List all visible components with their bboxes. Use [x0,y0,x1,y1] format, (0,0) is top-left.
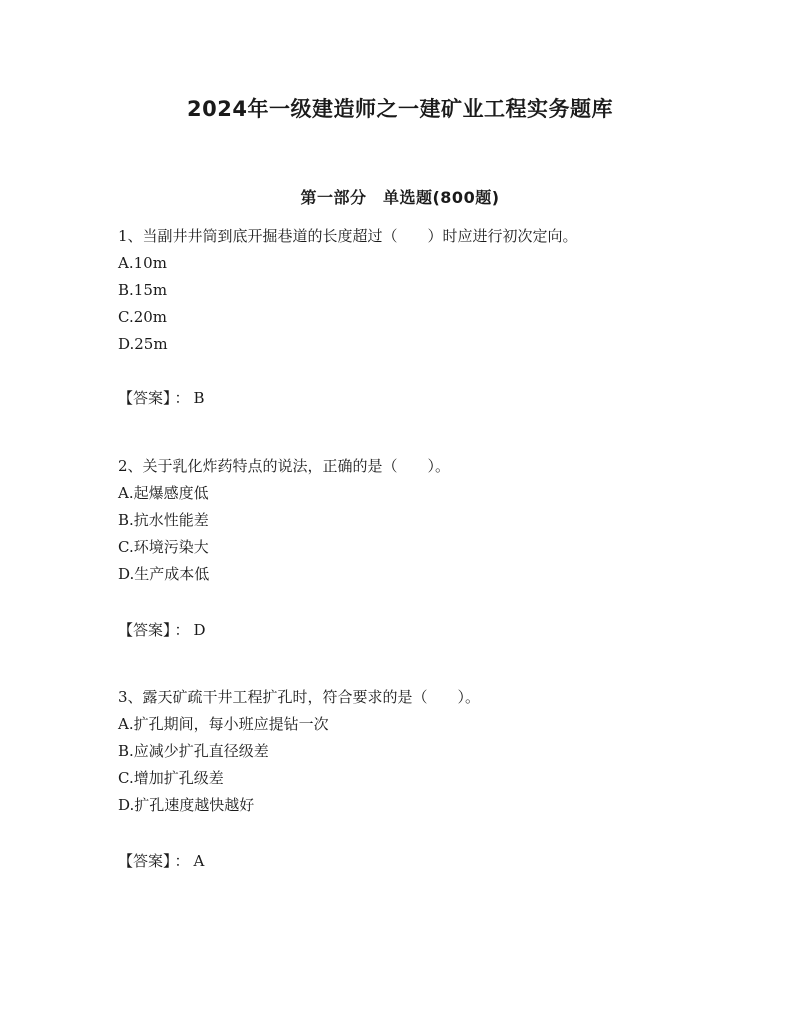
answer-value: A [193,852,205,870]
question-stem: 1、当副井井筒到底开掘巷道的长度超过（ ）时应进行初次定向。 [118,227,578,245]
option-c: C.20m [118,308,168,326]
option-b: B.15m [118,281,168,299]
answer-value: D [193,621,206,639]
answer-1 [118,385,205,412]
question-stem: 3、露天矿疏干井工程扩孔时，符合要求的是（ ）。 [118,688,481,706]
option-d: D.生产成本低 [118,565,210,583]
answer-label: 【答案】 [118,621,171,639]
answer-label: 【答案】 [118,852,171,870]
section-heading: 第一部分 单选题(800题) [300,188,500,207]
answer-label: 【答案】 [118,389,171,407]
document-title: 2024年一级建造师之一建矿业工程实务题库 [187,97,613,121]
option-d: D.25m [118,335,168,353]
option-a: A.扩孔期间，每小班应提钻一次 [118,715,329,733]
option-a: A.起爆感度低 [118,484,209,502]
question-stem: 2、关于乳化炸药特点的说法，正确的是（ ）。 [118,457,451,475]
answer-colon: ： [174,621,190,639]
option-b: B.应减少扩孔直径级差 [118,742,269,760]
option-a: A.10m [118,254,167,272]
option-c: C.环境污染大 [118,538,209,556]
question-3 [118,684,738,819]
option-d: D.扩孔速度越快越好 [118,796,255,814]
question-2 [118,453,738,588]
answer-value: B [193,389,205,407]
answer-3 [118,848,204,875]
question-1 [118,223,738,358]
option-b: B.抗水性能差 [118,511,209,529]
answer-colon: ： [174,389,190,407]
option-c: C.增加扩孔级差 [118,769,224,787]
answer-colon: ： [174,852,190,870]
answer-2 [118,617,206,644]
